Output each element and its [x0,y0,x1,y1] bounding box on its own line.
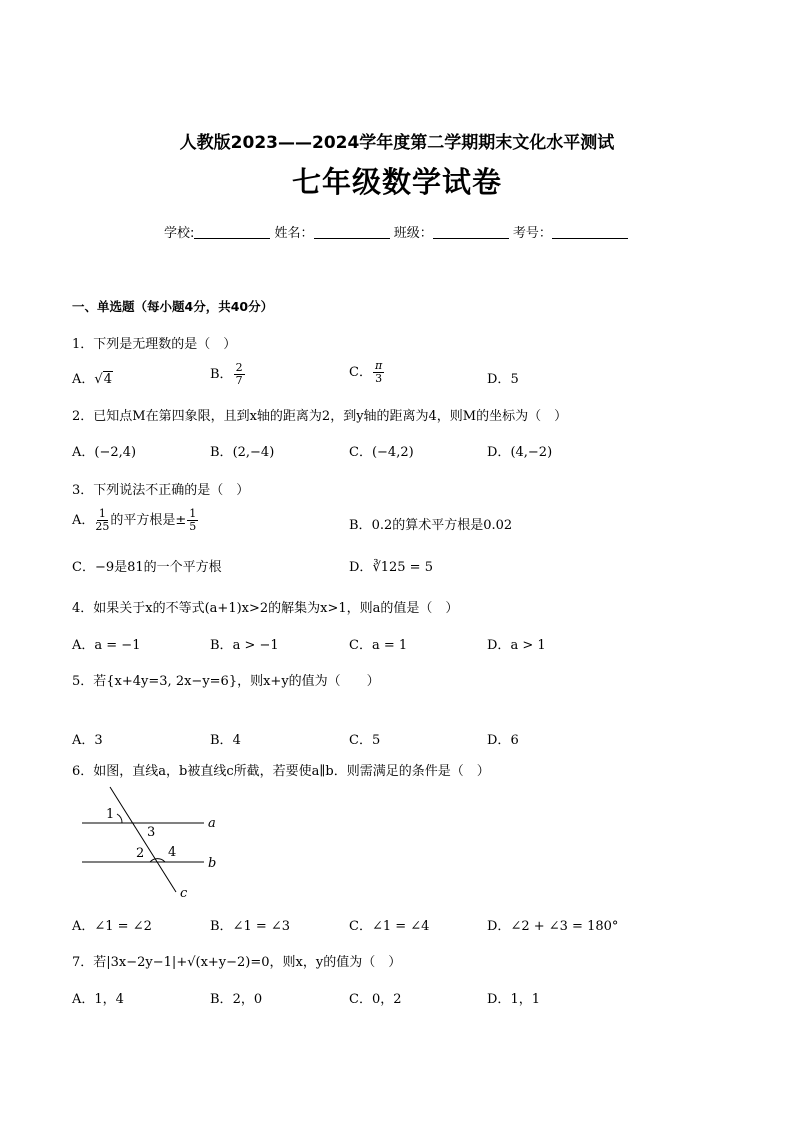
option-value: √4 [94,372,112,387]
option-value: ∠1 = ∠2 [94,919,152,934]
angle-3-label: 3 [147,825,156,840]
angle-4-label: 4 [168,845,177,860]
option-4c[interactable]: C．a = 1 [349,638,408,653]
option-4a[interactable]: A．a = −1 [72,638,141,653]
angle-2-label: 2 [136,846,145,861]
option-value: 5 [510,372,519,387]
option-value: a = −1 [94,638,141,653]
question-1 [72,333,236,352]
option-6d[interactable]: D．∠2 + ∠3 = 180° [487,919,619,934]
class-label: 班级： [393,226,433,241]
angle-4-arc [150,859,165,862]
option-value: a = 1 [371,638,408,653]
line-c-label: c [180,886,188,900]
option-value: ∠2 + ∠3 = 180° [510,919,619,934]
option-value: (−2,4) [94,445,137,460]
option-value: 0.2的算术平方根是0.02 [371,518,513,533]
option-6c[interactable]: C．∠1 = ∠4 [349,919,430,934]
question-stem: 若{x+4y=3, 2x−y=6}，则x+y的值为（ ） [93,674,380,689]
option-value: 1，4 [94,992,124,1007]
option-value: (2,−4) [232,445,275,460]
option-5a[interactable]: A．3 [72,733,103,748]
exam-subtitle: 人教版2023——2024学年度第二学期期末文化水平测试 [179,133,615,153]
transversal-c [110,787,176,892]
question-number: 2． [72,409,94,424]
angle-1-arc [117,814,122,823]
option-value: a > 1 [510,638,546,653]
option-5b[interactable]: B．4 [210,733,241,748]
class-blank[interactable] [433,226,509,239]
question-7 [72,951,401,970]
school-blank[interactable] [194,226,270,239]
exam-number-blank[interactable] [552,226,628,239]
angle-1-label: 1 [106,807,115,822]
option-3b[interactable]: B．0.2的算术平方根是0.02 [349,518,513,533]
option-5c[interactable]: C．5 [349,733,381,748]
question-stem: 如果关于x的不等式(a+1)x>2的解集为x>1，则a的值是（ ） [93,601,459,616]
student-info-row [164,222,628,241]
option-value: 2，0 [232,992,263,1007]
option-value: −9是81的一个平方根 [94,560,222,575]
question-stem: 若|3x−2y−1|+√(x+y−2)=0，则x，y的值为（ ） [93,955,402,970]
option-value: (4,−2) [510,445,553,460]
option-3d[interactable]: D．∛125 = 5 [349,560,433,575]
option-value: $\frac{1}{25}$ 的平方根是± $\frac{1}{5}$ [95,507,197,533]
question-2 [72,405,567,424]
option-value: ∛125 = 5 [372,560,433,575]
option-5d[interactable]: D．6 [487,733,519,748]
option-value: 5 [371,733,381,748]
name-blank[interactable] [314,226,390,239]
question-stem: 如图，直线a，b被直线c所截，若要使a∥b．则需满足的条件是（ ） [93,764,490,779]
question-number: 7． [72,955,94,970]
option-1d[interactable]: D．5 [487,372,519,387]
option-6a[interactable]: A．∠1 = ∠2 [72,919,152,934]
option-value: 4 [232,733,241,748]
option-1a[interactable]: A．√4 [72,372,112,387]
option-value: ∠1 = ∠3 [232,919,291,934]
exam-title: 七年级数学试卷 [291,165,502,199]
option-7d[interactable]: D．1，1 [487,992,540,1007]
option-value: $\frac{2}{7}$ [235,361,243,387]
question-number: 1． [72,337,94,352]
section-heading: 一、单选题（每小题4分，共40分） [72,299,274,314]
option-value: $\frac{\pi}{3}$ [374,359,383,385]
option-1b[interactable]: B． $\frac{2}{7}$ [210,361,243,387]
question-stem: 已知点M在第四象限，且到x轴的距离为2，到y轴的距离为4，则M的坐标为（ ） [93,409,568,424]
parallel-lines-figure [72,785,232,900]
question-6 [72,760,490,779]
option-2d[interactable]: D．(4,−2) [487,445,553,460]
option-value: 6 [510,733,519,748]
option-value: a > −1 [232,638,279,653]
option-6b[interactable]: B．∠1 = ∠3 [210,919,291,934]
question-3 [72,479,249,498]
question-number: 4． [72,601,94,616]
line-a-label: a [208,816,216,831]
option-value: ∠1 = ∠4 [371,919,430,934]
option-value: 0，2 [371,992,402,1007]
option-2a[interactable]: A．(−2,4) [72,445,137,460]
name-label: 姓名： [274,226,314,241]
option-4b[interactable]: B．a > −1 [210,638,279,653]
option-7b[interactable]: B．2，0 [210,992,263,1007]
option-value: (−4,2) [371,445,414,460]
option-4d[interactable]: D．a > 1 [487,638,546,653]
option-3a[interactable]: A． $\frac{1}{25}$ 的平方根是± $\frac{1}{5}$ [72,508,199,533]
option-1c[interactable]: C． $\frac{\pi}{3}$ [349,359,383,385]
option-7a[interactable]: A．1，4 [72,992,124,1007]
question-number: 5． [72,674,94,689]
exam-number-label: 考号： [512,226,552,241]
option-7c[interactable]: C．0，2 [349,992,402,1007]
question-5 [72,670,380,689]
question-4 [72,597,458,616]
option-3c[interactable]: C．−9是81的一个平方根 [72,560,222,575]
question-number: 3． [72,483,94,498]
option-value: 1，1 [510,992,540,1007]
school-label: 学校: [164,226,195,241]
question-stem: 下列是无理数的是（ ） [93,337,237,352]
option-value: 3 [94,733,103,748]
question-stem: 下列说法不正确的是（ ） [93,483,250,498]
question-number: 6． [72,764,94,779]
option-2c[interactable]: C．(−4,2) [349,445,414,460]
option-2b[interactable]: B．(2,−4) [210,445,275,460]
line-b-label: b [208,856,217,871]
